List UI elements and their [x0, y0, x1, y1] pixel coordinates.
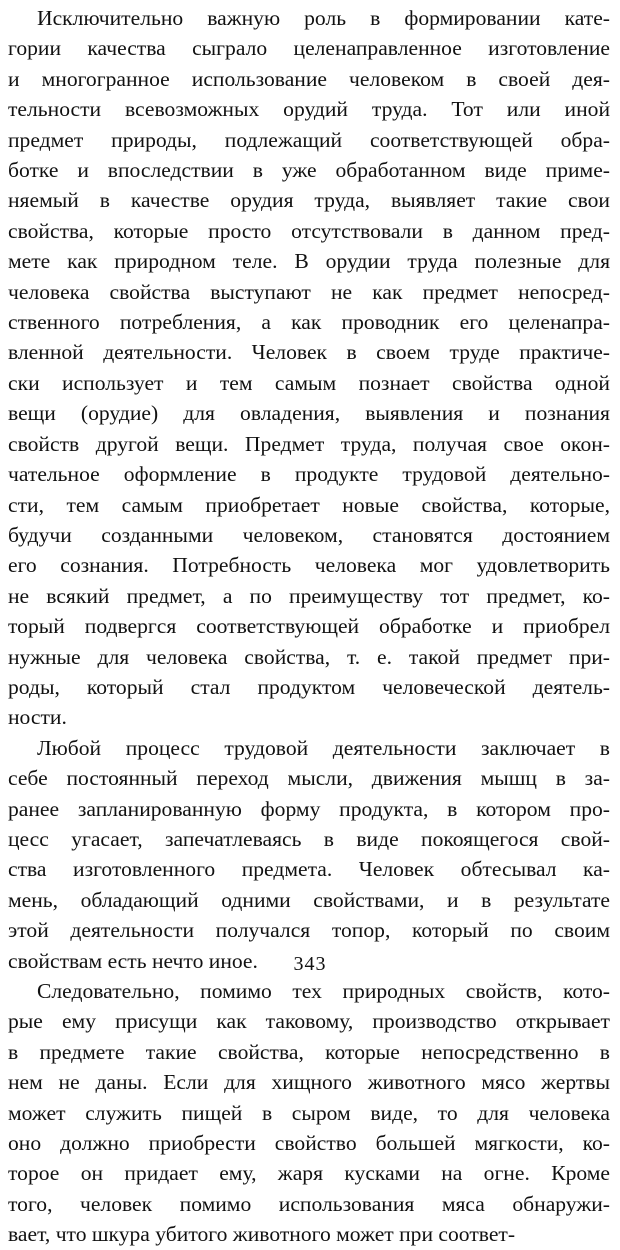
text-line: торый подвергся соответствующей обработке и приобрел	[8, 614, 610, 639]
text-line: вленной деятельности. Человек в своем труде практиче-	[8, 340, 610, 365]
text-line: оно должно приобрести свойство большей мягкости, ко-	[8, 1131, 610, 1156]
text-line: Исключительно важную роль в формировании кате-	[37, 6, 610, 30]
text-line: торое он придает ему, жаря кусками на огне. Кроме	[8, 1161, 610, 1186]
text-line: Следовательно, помимо тех природных свойств, кото-	[37, 979, 610, 1003]
text-line: сти, тем самым приобретает новые свойства, которые,	[8, 492, 610, 517]
text-line: гории качества сыграло целенаправленное изготовление	[8, 36, 610, 61]
text-line: вает, что шкура убитого животного может при соответ-	[8, 1222, 516, 1247]
text-line: чательное оформление в продукте трудовой деятельно-	[8, 462, 610, 487]
text-line: нужные для человека свойства, т. е. такой предмет при-	[8, 644, 610, 669]
text-line: роды, который стал продуктом человеческой деятель-	[8, 674, 610, 699]
page-body	[8, 3, 610, 1250]
page-number: 343	[293, 953, 327, 975]
text-line: Любой процесс трудовой деятельности заключает в	[37, 735, 610, 760]
text-line: этой деятельности получался топор, который по своим	[8, 918, 610, 943]
text-line: свойств другой вещи. Предмет труда, получая свое окон-	[8, 431, 610, 456]
text-line: ства изготовленного предмета. Человек обтесывал ка-	[8, 857, 610, 882]
text-line: ски использует и тем самым познает свойства одной	[8, 370, 610, 395]
text-line: в предмете такие свойства, которые непосредственно в	[8, 1039, 610, 1064]
text-line: няемый в качестве орудия труда, выявляет такие свои	[8, 188, 610, 213]
text-line: человека свойства выступают не как предмет непосред-	[8, 279, 610, 304]
text-line: того, человек помимо использования мяса обнаружи-	[8, 1191, 610, 1216]
paragraph	[8, 976, 610, 1250]
text-line: цесс угасает, запечатлеваясь в виде покоящегося свой-	[8, 826, 610, 851]
text-line: не всякий предмет, а по преимуществу тот предмет, ко-	[8, 583, 610, 608]
text-line: будучи созданными человеком, становятся достоянием	[8, 522, 610, 547]
text-line: тельности всевозможных орудий труда. Тот или иной	[8, 97, 610, 122]
text-line: вещи (орудие) для овладения, выявления и познания	[8, 401, 610, 426]
text-line: нем не даны. Если для хищного животного мясо жертвы	[8, 1070, 610, 1095]
text-line: себе постоянный переход мысли, движения мышц в за-	[8, 766, 610, 791]
text-line: мень, обладающий одними свойствами, и в результате	[8, 887, 610, 912]
text-line: ранее запланированную форму продукта, в котором про-	[8, 796, 610, 821]
text-line: ственного потребления, а как проводник его целенапра-	[8, 310, 610, 335]
text-line: его сознания. Потребность человека мог удовлетворить	[8, 553, 610, 578]
text-line: может служить пищей в сыром виде, то для человека	[8, 1100, 610, 1125]
text-line: и многогранное использование человеком в своей дея-	[8, 66, 610, 91]
text-line: свойства, которые просто отсутствовали в данном пред-	[8, 218, 610, 243]
text-line: ботке и впоследствии в уже обработанном виде приме-	[8, 158, 610, 183]
text-line: рые ему присущи как таковому, производство открывает	[8, 1009, 610, 1034]
text-line: ности.	[8, 705, 67, 730]
text-line: мете как природном теле. В орудии труда полезные для	[8, 249, 610, 274]
paragraph	[8, 733, 610, 976]
text-line: свойствам есть нечто иное.	[8, 948, 258, 973]
text-line: предмет природы, подлежащий соответствующей обра-	[8, 127, 610, 152]
paragraph	[8, 3, 610, 733]
